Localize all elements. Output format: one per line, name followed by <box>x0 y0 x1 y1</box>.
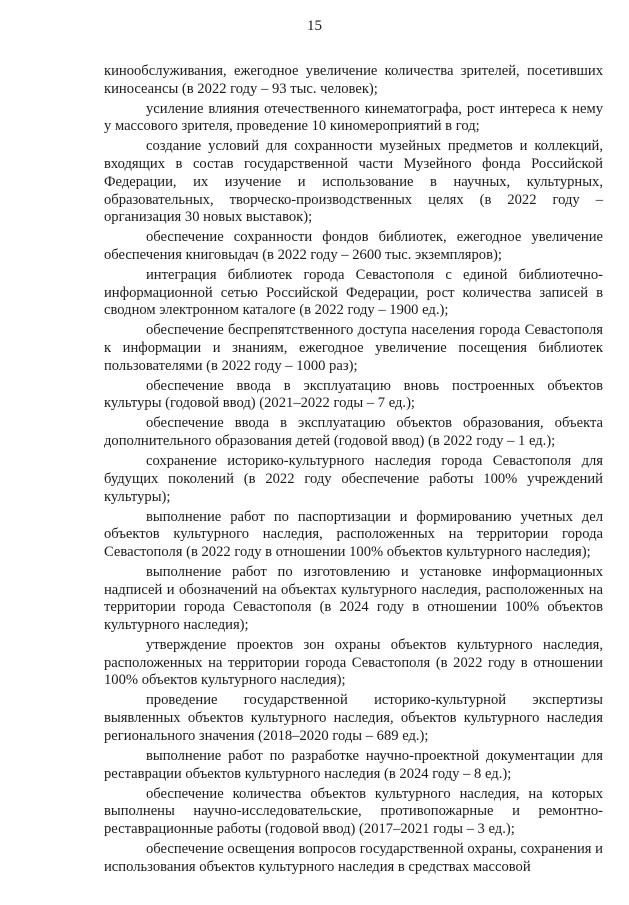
paragraph-culture-objects-commissioning: обеспечение ввода в эксплуатацию вновь построенных объектов культуры (годовой ввод) (2021–2022 годы – 7 ед.); <box>104 377 603 412</box>
paragraph-protection-zones: утверждение проектов зон охраны объектов культурного наследия, расположенных на территории города Севастополя (в 2022 году в отношении 100% объектов культурного наследия); <box>104 637 603 689</box>
paragraph-restoration-documentation: выполнение работ по разработке научно-проектной документации для реставрации объектов культурного наследия (в 2024 году – 8 ед.); <box>104 747 603 782</box>
paragraph-library-access: обеспечение беспрепятственного доступа населения города Севастополя к информации и знаниям, ежегодное увеличение посещения библиотек пользователями (в 2022 году – 1000 раз); <box>104 322 603 374</box>
paragraph-media-coverage: обеспечение освещения вопросов государственной охраны, сохранения и использования объектов культурного наследия в средствах массовой <box>104 840 603 875</box>
paragraph-information-signs: выполнение работ по изготовлению и установке информационных надписей и обозначений на объектах культурного наследия, расположенных на территории города Севастополя (в 2024 году в отношении 100% объектов культурного наследия); <box>104 563 603 634</box>
paragraph-education-objects-commissioning: обеспечение ввода в эксплуатацию объектов образования, объекта дополнительного образования детей (годовой ввод) (в 2022 году – 1 ед.); <box>104 415 603 450</box>
paragraph-continuation: кинообслуживания, ежегодное увеличение количества зрителей, посетивших киносеансы (в 2022 году – 93 тыс. человек); <box>104 63 603 97</box>
paragraph-historical-expertise: проведение государственной историко-культурной экспертизы выявленных объектов культурного наследия, объектов культурного наследия регионального значения (2018–2020 годы – 689 ед.); <box>104 692 603 744</box>
paragraph-library-integration: интеграция библиотек города Севастополя с единой библиотечно-информационной сетью Российской Федерации, рост количества записей в сводном электронном каталоге (в 2022 году – 1900 ед.); <box>104 266 603 319</box>
paragraph-museum-collections: создание условий для сохранности музейных предметов и коллекций, входящих в состав государственной части Музейного фонда Российской Федерации, их изучение и использование в научных, культурных, образовательных, творческо-производственных целях (в 2022 году – организация 30 новых выставок); <box>104 138 603 226</box>
paragraph-cinema-influence: усиление влияния отечественного кинематографа, рост интереса к нему у массового зрителя, проведение 10 киномероприятий в год; <box>104 100 603 135</box>
page-number: 15 <box>307 18 322 34</box>
document-body <box>104 63 603 879</box>
paragraph-heritage-passports: выполнение работ по паспортизации и формированию учетных дел объектов культурного наследия, расположенных на территории города Севастополя (в 2022 году в отношении 100% объектов культурного наследия); <box>104 508 603 560</box>
paragraph-heritage-preservation: сохранение историко-культурного наследия города Севастополя для будущих поколений (в 2022 году обеспечение работы 100% учреждений культуры); <box>104 453 603 505</box>
paragraph-restoration-works: обеспечение количества объектов культурного наследия, на которых выполнены научно-исследовательские, противопожарные и ремонтно-реставрационные работы (годовой ввод) (2017–2021 годы – 3 ед.); <box>104 785 603 837</box>
paragraph-library-funds: обеспечение сохранности фондов библиотек, ежегодное увеличение обеспечения книговыдач (в 2022 году – 2600 тыс. экземпляров); <box>104 229 603 263</box>
